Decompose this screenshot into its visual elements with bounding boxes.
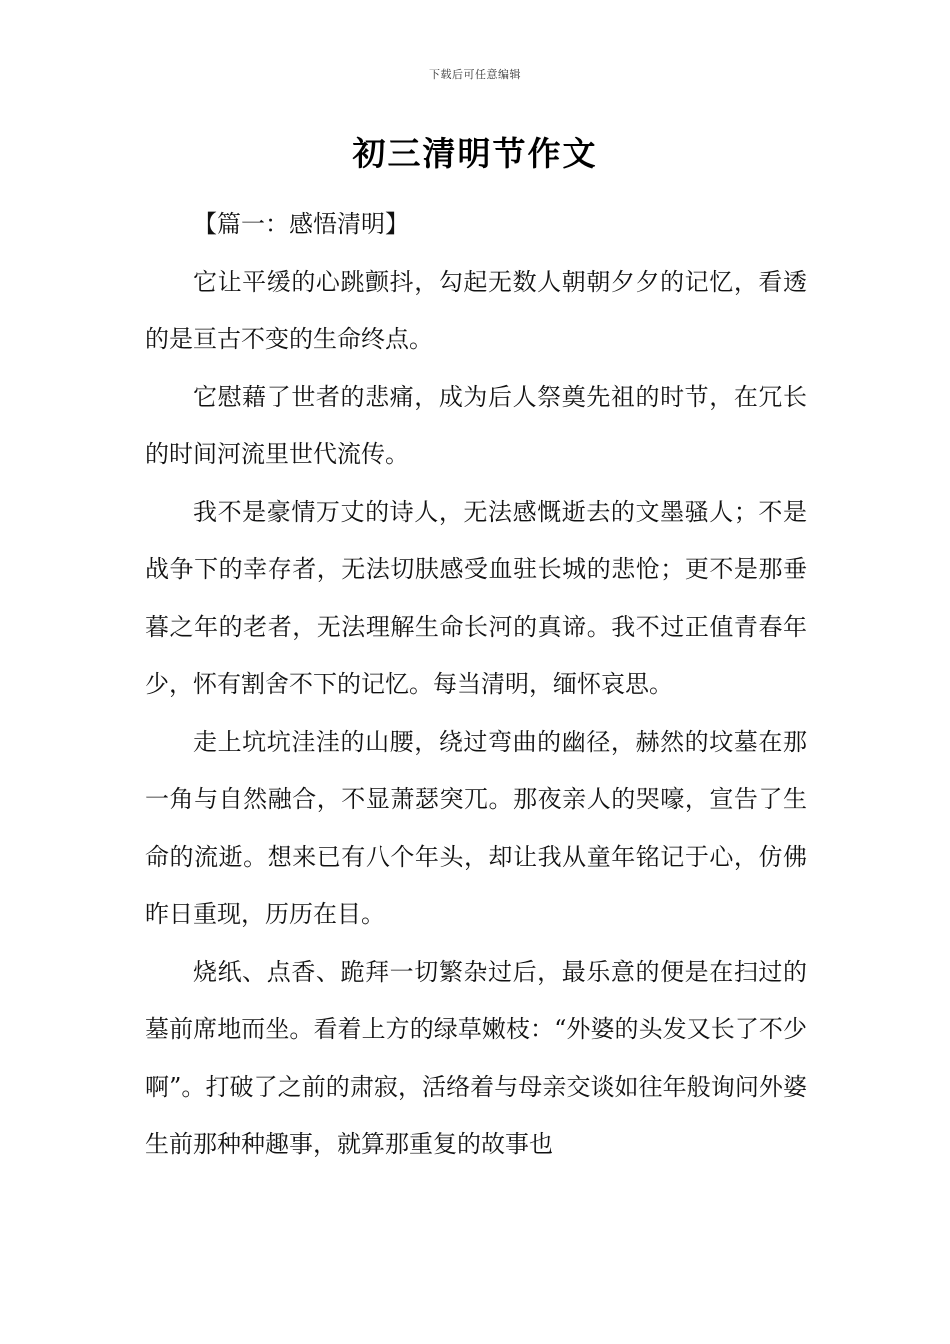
- document-body: [145, 196, 807, 1174]
- paragraph: 它慰藉了世者的悲痛，成为后人祭奠先祖的时节，在冗长的时间河流里世代流传。: [145, 382, 807, 468]
- paragraph: 我不是豪情万丈的诗人，无法感慨逝去的文墨骚人；不是战争下的幸存者，无法切肤感受血驻长城的悲怆；更不是那垂暮之年的老者，无法理解生命长河的真谛。我不过正值青春年少，怀有割舍不下的记忆。每当清明，缅怀哀思。: [145, 497, 807, 698]
- paragraph: 走上坑坑洼洼的山腰，绕过弯曲的幽径，赫然的坟墓在那一角与自然融合，不显萧瑟突兀。那夜亲人的哭嚎，宣告了生命的流逝。想来已有八个年头，却让我从童年铭记于心，仿佛昨日重现，历历在目。: [145, 727, 807, 928]
- paragraph: 烧纸、点香、跪拜一切繁杂过后，最乐意的便是在扫过的墓前席地而坐。看着上方的绿草嫩枝：“外婆的头发又长了不少啊”。打破了之前的肃寂，活络着与母亲交谈如往年般询问外婆生前那种种趣事，就算那重复的故事也: [145, 957, 807, 1158]
- paragraph: 它让平缓的心跳颤抖，勾起无数人朝朝夕夕的记忆，看透的是亘古不变的生命终点。: [145, 267, 807, 353]
- document-title: 初三清明节作文: [352, 134, 598, 173]
- header-note: 下载后可任意编辑: [429, 68, 521, 81]
- section-heading: 【篇一：感悟清明】: [193, 210, 409, 238]
